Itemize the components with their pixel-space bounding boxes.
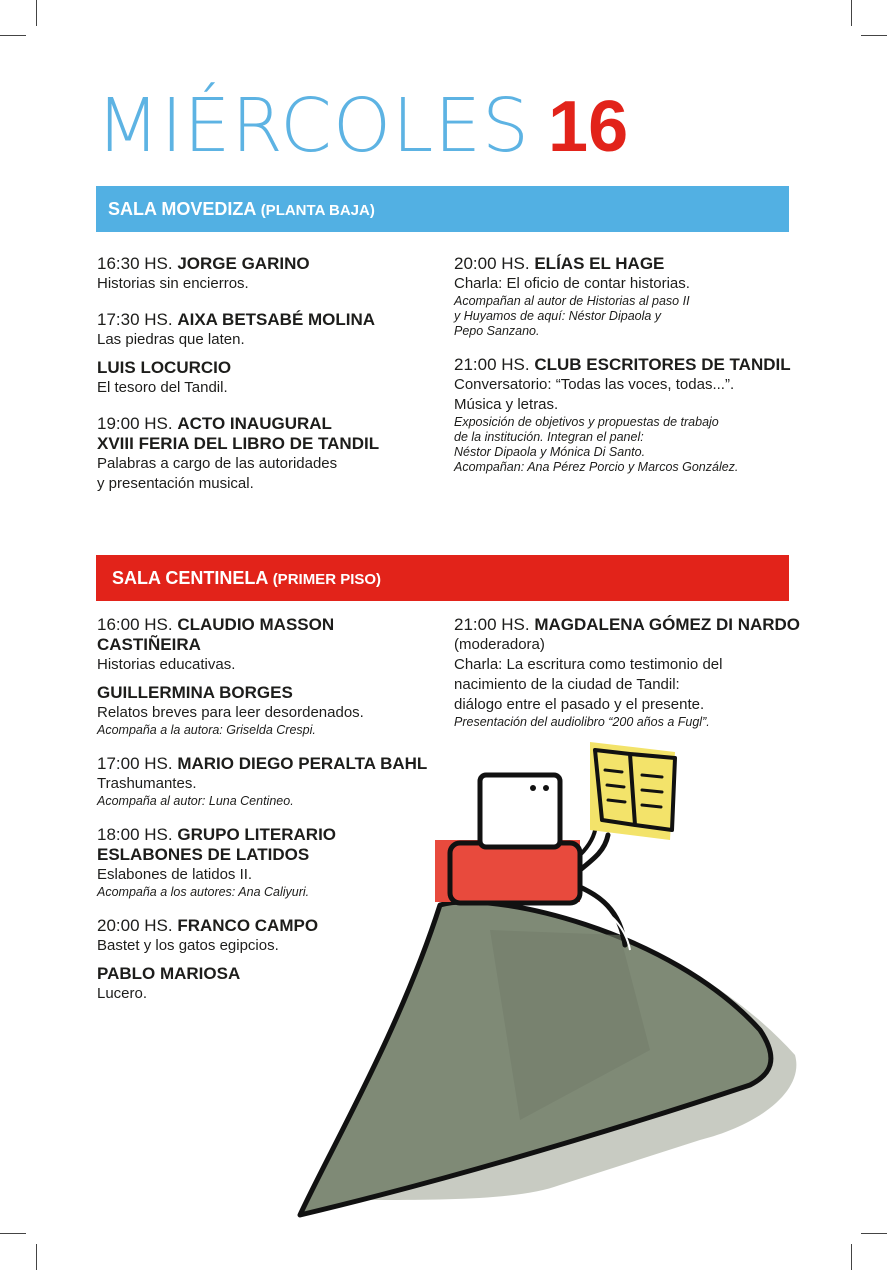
event-name: MAGDALENA GÓMEZ DI NARDO bbox=[534, 615, 801, 634]
event-description: diálogo entre el pasado y el presente. bbox=[454, 696, 705, 713]
crop-mark bbox=[861, 35, 887, 36]
event-name: MARIO DIEGO PERALTA BAHL bbox=[177, 754, 428, 773]
event-note: Presentación del audiolibro “200 años a Fugl”. bbox=[454, 715, 710, 729]
crop-mark bbox=[36, 1244, 37, 1270]
event-item bbox=[97, 254, 437, 294]
section-header-sala-centinela bbox=[96, 555, 789, 601]
section-header-sala-movediza bbox=[96, 186, 789, 232]
room-name: SALA CENTINELA bbox=[112, 568, 268, 588]
event-description: Conversatorio: “Todas las voces, todas...”. bbox=[454, 376, 735, 393]
event-description: Palabras a cargo de las autoridades bbox=[97, 455, 338, 472]
room-floor: (PLANTA BAJA) bbox=[260, 202, 375, 219]
event-time: 21:00 HS. bbox=[454, 355, 530, 374]
day-name: MIÉRCOLES bbox=[96, 83, 531, 169]
event-name: ACTO INAUGURAL bbox=[177, 414, 332, 433]
event-description: El tesoro del Tandil. bbox=[97, 379, 228, 396]
event-name: AIXA BETSABÉ MOLINA bbox=[177, 310, 376, 329]
event-name: GRUPO LITERARIO bbox=[177, 825, 337, 844]
event-description: Historias sin encierros. bbox=[97, 275, 249, 292]
event-name: GUILLERMINA BORGES bbox=[97, 683, 293, 702]
event-time: 17:30 HS. bbox=[97, 310, 173, 329]
event-time: 19:00 HS. bbox=[97, 414, 173, 433]
event-description: Eslabones de latidos II. bbox=[97, 866, 253, 883]
event-description: Música y letras. bbox=[454, 396, 559, 413]
event-name: CLAUDIO MASSON bbox=[177, 615, 335, 634]
event-item bbox=[97, 615, 437, 675]
event-description: Bastet y los gatos egipcios. bbox=[97, 937, 279, 954]
page-title bbox=[96, 83, 629, 169]
schedule-column-right bbox=[454, 615, 801, 730]
event-description: Charla: La escritura como testimonio del bbox=[454, 656, 723, 673]
event-item bbox=[454, 254, 789, 339]
event-note: Acompañan al autor de Historias al paso II bbox=[454, 294, 690, 308]
event-name: PABLO MARIOSA bbox=[97, 964, 241, 983]
room-name: SALA MOVEDIZA bbox=[108, 199, 256, 219]
day-number: 16 bbox=[548, 87, 629, 167]
crop-mark bbox=[851, 1244, 852, 1270]
robot-body bbox=[450, 843, 580, 903]
event-time: 20:00 HS. bbox=[97, 916, 173, 935]
event-description: Historias educativas. bbox=[97, 656, 236, 673]
book bbox=[595, 750, 675, 830]
event-description: Trashumantes. bbox=[97, 775, 197, 792]
event-time: 16:30 HS. bbox=[97, 254, 173, 273]
event-description: Charla: El oficio de contar historias. bbox=[454, 275, 690, 292]
event-item bbox=[97, 916, 437, 956]
event-item bbox=[454, 615, 801, 730]
event-item bbox=[97, 358, 437, 398]
event-name: LUIS LOCURCIO bbox=[97, 358, 232, 377]
event-name-continued: ESLABONES DE LATIDOS bbox=[97, 845, 310, 864]
event-time: 21:00 HS. bbox=[454, 615, 530, 634]
event-note: de la institución. Integran el panel: bbox=[454, 430, 644, 444]
event-item bbox=[97, 683, 437, 738]
event-item bbox=[97, 414, 437, 494]
event-item bbox=[454, 355, 789, 475]
event-description: (moderadora) bbox=[454, 636, 545, 653]
crop-mark bbox=[0, 1233, 26, 1234]
crop-mark bbox=[851, 0, 852, 26]
event-note: Néstor Dipaola y Mónica Di Santo. bbox=[454, 445, 646, 459]
event-note: Acompaña al autor: Luna Centineo. bbox=[97, 794, 294, 808]
event-item bbox=[97, 964, 437, 1004]
event-name: FRANCO CAMPO bbox=[177, 916, 319, 935]
room-floor: (PRIMER PISO) bbox=[272, 571, 382, 588]
event-note: y Huyamos de aquí: Néstor Dipaola y bbox=[454, 309, 662, 323]
event-name: ELÍAS EL HAGE bbox=[534, 254, 665, 273]
crop-mark bbox=[36, 0, 37, 26]
event-name: JORGE GARINO bbox=[177, 254, 310, 273]
schedule-column-left bbox=[97, 615, 437, 1004]
schedule-column-right bbox=[454, 254, 789, 475]
event-item bbox=[97, 825, 437, 900]
event-name: CLUB ESCRITORES DE TANDIL bbox=[534, 355, 791, 374]
crop-mark bbox=[0, 35, 26, 36]
event-time: 17:00 HS. bbox=[97, 754, 173, 773]
event-name-continued: CASTIÑEIRA bbox=[97, 635, 201, 654]
event-description: y presentación musical. bbox=[97, 475, 254, 492]
event-note: Acompañan: Ana Pérez Porcio y Marcos González. bbox=[454, 460, 739, 474]
schedule-column-left bbox=[97, 254, 437, 494]
event-description: nacimiento de la ciudad de Tandil: bbox=[454, 676, 680, 693]
event-note: Pepo Sanzano. bbox=[454, 324, 540, 338]
robot-eye bbox=[543, 785, 549, 791]
event-time: 20:00 HS. bbox=[454, 254, 530, 273]
event-note: Exposición de objetivos y propuestas de trabajo bbox=[454, 415, 719, 429]
event-item bbox=[97, 754, 437, 809]
event-time: 16:00 HS. bbox=[97, 615, 173, 634]
event-time: 18:00 HS. bbox=[97, 825, 173, 844]
event-description: Las piedras que laten. bbox=[97, 331, 245, 348]
event-item bbox=[97, 310, 437, 350]
event-description: Relatos breves para leer desordenados. bbox=[97, 704, 364, 721]
event-note: Acompaña a los autores: Ana Caliyuri. bbox=[97, 885, 310, 899]
event-name-continued: XVIII FERIA DEL LIBRO DE TANDIL bbox=[97, 434, 380, 453]
crop-mark bbox=[861, 1233, 887, 1234]
robot-eye bbox=[530, 785, 536, 791]
event-note: Acompaña a la autora: Griselda Crespi. bbox=[97, 723, 316, 737]
event-description: Lucero. bbox=[97, 985, 148, 1002]
